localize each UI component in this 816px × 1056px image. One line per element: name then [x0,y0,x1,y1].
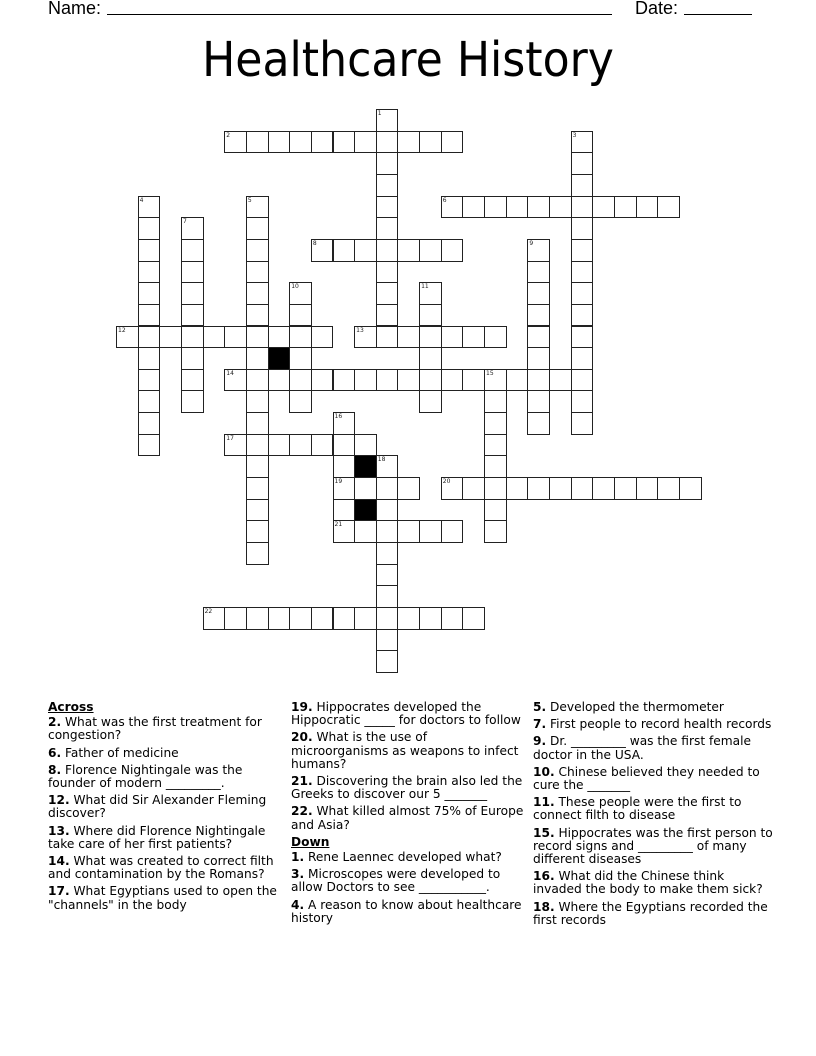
clues-column-3 [533,701,773,931]
grid-cell[interactable] [527,477,550,500]
grid-cell[interactable] [376,369,399,392]
clue-number: 2 [226,131,231,139]
grid-cell[interactable] [441,369,464,392]
grid-cell[interactable] [527,261,550,284]
grid-cell[interactable] [138,239,161,262]
clue-down-10: 10. Chinese believed they needed to cure the _______ [533,764,760,793]
black-cell [354,499,377,522]
clue-number: 22 [204,607,213,615]
clue-across-21: 21. Discovering the brain also led the Greeks to discover our 5 _______ [291,774,523,802]
grid-cell[interactable] [268,607,291,630]
grid-cell[interactable] [419,520,442,543]
grid-cell[interactable] [246,499,269,522]
grid-cell[interactable] [246,412,269,435]
black-cell [268,347,291,370]
grid-cell[interactable] [333,131,356,154]
grid-cell[interactable] [462,477,485,500]
grid-cell[interactable] [181,347,204,370]
clue-across-6: 6. Father of medicine [48,745,179,760]
grid-cell[interactable] [376,239,399,262]
grid-cell[interactable] [571,217,594,240]
grid-cell[interactable] [181,282,204,305]
clue-across-19: 19. Hippocrates developed the Hippocratic _____ for doctors to follow [291,700,521,728]
grid-cell[interactable] [397,520,420,543]
grid-cell[interactable] [419,369,442,392]
grid-cell[interactable] [311,369,334,392]
grid-cell[interactable] [397,326,420,349]
clue-across-22: 22. What killed almost 75% of Europe and Asia? [291,804,524,832]
grid-cell[interactable] [333,607,356,630]
grid-cell[interactable] [376,564,399,587]
clue-number: 1 [377,110,382,117]
grid-cell[interactable] [571,152,594,175]
date-label: Date: [635,0,679,18]
clue-across-20: 20. What is the use of microorganisms as weapons to infect humans? [291,730,519,771]
grid-cell[interactable] [181,239,204,262]
grid-cell[interactable] [636,477,659,500]
grid-cell[interactable] [419,239,442,262]
grid-cell[interactable] [138,412,161,435]
grid-cell[interactable] [484,369,507,392]
grid-cell[interactable] [138,434,161,457]
grid-cell[interactable] [441,520,464,543]
grid-cell[interactable] [571,282,594,305]
grid-cell[interactable] [462,326,485,349]
grid-cell[interactable] [376,282,399,305]
grid-cell[interactable] [397,131,420,154]
grid-cell[interactable] [571,477,594,500]
clue-number: 5 [247,196,252,204]
clue-number: 17 [226,434,234,442]
grid-cell[interactable] [289,131,312,154]
grid-cell[interactable] [571,131,594,154]
grid-cell[interactable] [419,282,442,305]
clue-down-3: 3. Microscopes were developed to allow Doctors to see ___________. [291,867,501,895]
grid-cell[interactable] [138,326,161,349]
grid-cell[interactable] [333,239,356,262]
grid-cell[interactable] [289,282,312,305]
grid-cell[interactable] [679,477,702,500]
grid-cell[interactable] [138,347,161,370]
across-heading: Across [48,700,94,714]
down-heading: Down [291,834,330,849]
clue-number: 8 [312,239,317,247]
grid-cell[interactable] [246,477,269,500]
grid-cell[interactable] [419,347,442,370]
grid-cell[interactable] [203,326,226,349]
grid-cell[interactable] [181,390,204,413]
grid-cell[interactable] [462,196,485,219]
grid-cell[interactable] [138,217,161,240]
clue-number: 9 [529,239,534,247]
grid-cell[interactable] [181,304,204,327]
grid-cell[interactable] [549,369,572,392]
grid-cell[interactable] [527,390,550,413]
clues-column-1 [48,701,280,916]
clue-number: 4 [139,196,144,204]
grid-cell[interactable] [419,390,442,413]
grid-cell[interactable] [506,196,529,219]
grid-cell[interactable] [224,369,247,392]
grid-cell[interactable] [484,326,507,349]
grid-cell[interactable] [246,282,269,305]
clue-across-13: 13. Where did Florence Nightingale take care of her first patients? [48,823,266,851]
grid-cell[interactable] [354,477,377,500]
grid-cell[interactable] [527,412,550,435]
clue-across-8: 8. Florence Nightingale was the founder of modern _________. [48,762,243,791]
grid-cell[interactable] [636,196,659,219]
clue-across-12: 12. What did Sir Alexander Fleming discover? [48,793,267,821]
clue-number: 18 [377,456,386,464]
grid-cell[interactable] [441,326,464,349]
grid-cell[interactable] [268,326,291,349]
grid-cell[interactable] [138,369,161,392]
grid-cell[interactable] [138,261,161,284]
grid-cell[interactable] [376,520,399,543]
grid-cell[interactable] [462,607,485,630]
clue-across-14: 14. What was created to correct filth and contamination by the Romans? [48,854,274,882]
grid-cell[interactable] [376,109,399,132]
clue-number: 21 [334,521,343,529]
clue-down-9: 9. Dr. _________ was the first female doctor in the USA. [533,734,751,762]
grid-cell[interactable] [527,304,550,327]
clue-number: 7 [182,218,187,226]
grid-cell[interactable] [484,412,507,435]
grid-cell[interactable] [376,650,399,673]
clue-down-7: 7. First people to record health records [533,717,772,732]
grid-cell[interactable] [224,607,247,630]
clue-number: 14 [226,369,234,377]
grid-cell[interactable] [333,412,356,435]
grid-cell[interactable] [311,131,334,154]
clue-number: 11 [421,283,429,291]
grid-cell[interactable] [376,152,399,175]
grid-cell[interactable] [333,455,356,478]
grid-cell[interactable] [484,499,507,522]
grid-cell[interactable] [571,369,594,392]
clue-down-15: 15. Hippocrates was the first person to record signs and _________ of many different diseases [533,825,773,867]
grid-cell[interactable] [246,217,269,240]
grid-cell[interactable] [181,326,204,349]
grid-cell[interactable] [571,239,594,262]
grid-cell[interactable] [246,434,269,457]
grid-cell[interactable] [527,282,550,305]
grid-cell[interactable] [441,607,464,630]
grid-cell[interactable] [333,499,356,522]
grid-cell[interactable] [484,520,507,543]
clue-down-18: 18. Where the Egyptians recorded the first records [533,899,768,927]
grid-cell[interactable] [527,326,550,349]
grid-cell[interactable] [571,390,594,413]
grid-cell[interactable] [376,131,399,154]
grid-cell[interactable] [484,455,507,478]
grid-cell[interactable] [484,196,507,219]
grid-cell[interactable] [592,477,615,500]
clue-across-17: 17. What Egyptians used to open the "channels" in the body [48,884,277,912]
grid-cell[interactable] [246,196,269,219]
grid-cell[interactable] [614,196,637,219]
grid-cell[interactable] [224,326,247,349]
clue-number: 3 [572,131,577,139]
grid-cell[interactable] [246,261,269,284]
grid-cell[interactable] [268,434,291,457]
grid-cell[interactable] [657,477,680,500]
grid-cell[interactable] [181,369,204,392]
grid-cell[interactable] [246,239,269,262]
grid-cell[interactable] [138,304,161,327]
clue-across-2: 2. What was the first treatment for congestion? [48,715,262,743]
grid-cell[interactable] [333,369,356,392]
grid-cell[interactable] [484,434,507,457]
grid-cell[interactable] [138,390,161,413]
grid-cell[interactable] [376,607,399,630]
grid-cell[interactable] [376,455,399,478]
grid-cell[interactable] [376,629,399,652]
grid-cell[interactable] [354,434,377,457]
grid-cell[interactable] [441,239,464,262]
clue-number: 10 [291,283,299,291]
grid-cell[interactable] [246,520,269,543]
clue-number: 13 [356,326,364,334]
grid-cell[interactable] [376,174,399,197]
grid-cell[interactable] [181,261,204,284]
grid-cell[interactable] [246,326,269,349]
grid-cell[interactable] [419,326,442,349]
clue-down-16: 16. What did the Chinese think invaded the body to make them sick? [533,869,763,897]
grid-cell[interactable] [376,499,399,522]
grid-cell[interactable] [484,477,507,500]
grid-cell[interactable] [311,326,334,349]
grid-cell[interactable] [592,196,615,219]
grid-cell[interactable] [376,196,399,219]
grid-cell[interactable] [506,477,529,500]
grid-cell[interactable] [571,174,594,197]
grid-cell[interactable] [224,434,247,457]
grid-cell[interactable] [571,261,594,284]
grid-cell[interactable] [289,607,312,630]
grid-cell[interactable] [289,390,312,413]
grid-cell[interactable] [354,326,377,349]
grid-cell[interactable] [397,369,420,392]
grid-cell[interactable] [289,304,312,327]
grid-cell[interactable] [549,477,572,500]
grid-cell[interactable] [441,477,464,500]
grid-cell[interactable] [138,282,161,305]
grid-cell[interactable] [527,369,550,392]
grid-cell[interactable] [441,131,464,154]
grid-cell[interactable] [506,369,529,392]
grid-cell[interactable] [376,261,399,284]
grid-cell[interactable] [311,434,334,457]
clue-down-5: 5. Developed the thermometer [533,700,724,714]
clues-column-2 [291,701,527,929]
grid-cell[interactable] [571,412,594,435]
grid-cell[interactable] [289,434,312,457]
clue-number: 19 [334,478,343,486]
grid-cell[interactable] [354,131,377,154]
grid-cell[interactable] [354,239,377,262]
grid-cell[interactable] [657,196,680,219]
grid-cell[interactable] [354,520,377,543]
grid-cell[interactable] [549,196,572,219]
grid-cell[interactable] [376,326,399,349]
grid-cell[interactable] [419,131,442,154]
grid-cell[interactable] [527,239,550,262]
grid-cell[interactable] [246,369,269,392]
name-label: Name: [48,0,102,18]
grid-cell[interactable] [441,196,464,219]
grid-cell[interactable] [571,326,594,349]
grid-cell[interactable] [138,196,161,219]
grid-cell[interactable] [333,477,356,500]
grid-cell[interactable] [246,131,269,154]
clue-number: 20 [442,478,451,486]
grid-cell[interactable] [527,196,550,219]
grid-cell[interactable] [159,326,182,349]
grid-cell[interactable] [311,239,334,262]
grid-cell[interactable] [268,369,291,392]
grid-cell[interactable] [246,607,269,630]
grid-cell[interactable] [116,326,139,349]
grid-cell[interactable] [333,520,356,543]
grid-cell[interactable] [246,455,269,478]
grid-cell[interactable] [246,390,269,413]
grid-cell[interactable] [289,326,312,349]
clue-number: 15 [486,369,494,377]
grid-cell[interactable] [571,304,594,327]
clue-down-1: 1. Rene Laennec developed what? [291,850,502,865]
grid-cell[interactable] [354,369,377,392]
grid-cell[interactable] [246,542,269,565]
grid-cell[interactable] [571,196,594,219]
clue-number: 6 [442,196,447,204]
grid-cell[interactable] [419,607,442,630]
clue-number: 16 [334,413,343,421]
grid-cell[interactable] [376,217,399,240]
grid-cell[interactable] [289,369,312,392]
grid-cell[interactable] [224,131,247,154]
grid-cell[interactable] [246,347,269,370]
grid-cell[interactable] [571,347,594,370]
grid-cell[interactable] [311,607,334,630]
grid-cell[interactable] [203,607,226,630]
clue-down-11: 11. These people were the first to connect filth to disease [533,795,742,823]
page-title: Healthcare History [202,32,614,88]
grid-cell[interactable] [527,347,550,370]
grid-cell[interactable] [397,239,420,262]
grid-cell[interactable] [484,390,507,413]
grid-cell[interactable] [397,607,420,630]
grid-cell[interactable] [614,477,637,500]
grid-cell[interactable] [289,347,312,370]
grid-cell[interactable] [181,217,204,240]
grid-cell[interactable] [397,477,420,500]
grid-cell[interactable] [268,131,291,154]
grid-cell[interactable] [376,585,399,608]
grid-cell[interactable] [246,304,269,327]
grid-cell[interactable] [419,304,442,327]
grid-cell[interactable] [333,434,356,457]
grid-cell[interactable] [354,607,377,630]
grid-cell[interactable] [462,369,485,392]
grid-cell[interactable] [376,477,399,500]
black-cell [354,455,377,478]
grid-cell[interactable] [376,304,399,327]
clue-number: 12 [118,326,126,334]
clue-down-4: 4. A reason to know about healthcare history [291,897,522,925]
grid-cell[interactable] [376,542,399,565]
